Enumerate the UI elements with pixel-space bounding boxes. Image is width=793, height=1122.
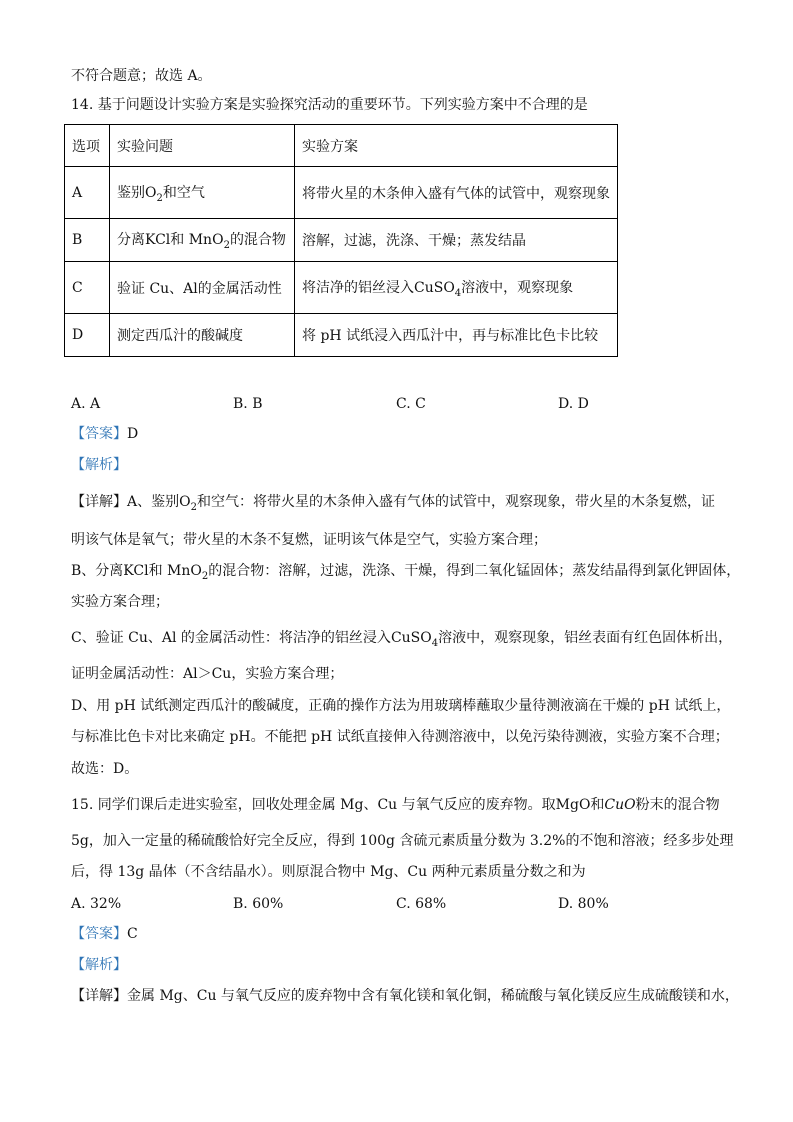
question-text: 分离 (117, 232, 145, 249)
q14-detail-line: D、用 pH 试纸测定西瓜汁的酸碱度，正确的操作方法为用玻璃棒蘸取少量待测液滴在干燥的 pH 试纸上， (71, 698, 731, 714)
header-option: 选项 (65, 125, 110, 167)
text: A、鉴别 (127, 494, 180, 510)
plan-text: 将洁净的铝丝浸入 (302, 279, 414, 296)
q14-detail-line: 证明金属活动性：Al＞Cu，实验方案合理； (71, 666, 344, 682)
row-option: A (65, 167, 110, 219)
experiment-table (64, 124, 618, 357)
text: 15. 同学们课后走进实验室，回收处理金属 Mg、Cu 与氧气反应的废弃物。取 (71, 797, 556, 813)
formula: CuO (604, 797, 636, 813)
q14-detail-line: 与标准比色卡对比来确定 pH。不能把 pH 试纸直接伸入待测溶液中，以免污染待测液，实验方案不合理； (71, 729, 729, 745)
text: 的混合物：溶解，过滤，洗涤、干燥，得到二氧化锰固体；蒸发结晶得到氯化钾固体， (208, 563, 741, 579)
formula-subscript: 2 (156, 192, 163, 204)
q14-detail-line (71, 628, 732, 654)
row-question (110, 219, 295, 262)
table-row (65, 314, 618, 357)
formula: CuSO (414, 279, 455, 296)
answer-value: C (127, 926, 138, 942)
formula-subscript: 2 (201, 570, 209, 582)
q14-answer (71, 424, 138, 444)
text: 和 (590, 797, 605, 813)
row-plan: 将 pH 试纸浸入西瓜汁中，再与标准比色卡比较 (295, 314, 618, 357)
question-15-stem: 后，得 13g 晶体（不含结晶水）。则原混合物中 Mg、Cu 两种元素质量分数之和为 (71, 864, 586, 880)
choice-a: A. A (71, 396, 101, 412)
text: 和 MnO (148, 563, 202, 579)
choice-c: C. C (396, 396, 426, 412)
plan-text: 溶液中，观察现象 (461, 279, 574, 296)
text: 和空气：将带火星的木条伸入盛有气体的试管中，观察现象，带火星的木条复燃，证 (196, 494, 715, 510)
row-option: D (65, 314, 110, 357)
q14-detail-line: 实验方案合理； (71, 594, 169, 610)
formula-subscript: 4 (431, 637, 439, 649)
q14-detail-line (71, 561, 740, 587)
q15-answer (71, 924, 138, 944)
detail-label: 【详解】 (71, 494, 127, 510)
text: C、验证 Cu、Al 的金属活动性：将洁净的铝丝浸入 (71, 630, 391, 646)
question-text: 鉴别 (117, 184, 145, 201)
formula: KCl (123, 563, 149, 579)
formula: O (145, 184, 157, 201)
choice-b: B. 60% (233, 896, 284, 912)
header-question: 实验问题 (110, 125, 295, 167)
table-row (65, 167, 618, 219)
formula-subscript: 2 (190, 501, 197, 513)
answer-value: D (127, 426, 139, 442)
text: B、分离 (71, 563, 124, 579)
formula: CuSO (390, 630, 432, 646)
answer-label: 【答案】 (71, 926, 127, 942)
formula: MgO (555, 797, 591, 813)
row-option: C (65, 262, 110, 314)
row-option: B (65, 219, 110, 262)
row-plan: 溶解，过滤，洗涤、干燥；蒸发结晶 (295, 219, 618, 262)
table-row (65, 219, 618, 262)
row-question: 验证 Cu、Al的金属活动性 (110, 262, 295, 314)
question-15-stem: 5g，加入一定量的稀硫酸恰好完全反应，得到 100g 含硫元素质量分数为 3.2%的不饱和溶液；经多步处理 (71, 833, 734, 849)
q15-detail-line (71, 986, 739, 1006)
formula: O (179, 494, 191, 510)
row-plan: 将带火星的木条伸入盛有气体的试管中，观察现象 (295, 167, 618, 219)
choice-d: D. D (558, 396, 589, 412)
question-15-stem (71, 795, 720, 815)
question-text: 的混合物 (229, 232, 286, 249)
choice-d: D. 80% (558, 896, 609, 912)
q14-detail-line: 明该气体是氧气；带火星的木条不复燃，证明该气体是空气，实验方案合理； (71, 532, 547, 548)
text: 金属 Mg、Cu 与氧气反应的废弃物中含有氧化镁和氧化铜，稀硫酸与氧化镁反应生成硫酸镁和水， (127, 988, 739, 1004)
row-question: 测定西瓜汁的酸碱度 (110, 314, 295, 357)
text: 粉末的混合物 (635, 797, 720, 813)
choice-c: C. 68% (396, 896, 447, 912)
header-plan: 实验方案 (295, 125, 618, 167)
row-plan (295, 262, 618, 314)
q14-detail-line (71, 492, 715, 518)
question-14-stem: 14. 基于问题设计实验方案是实验探究活动的重要环节。下列实验方案中不合理的是 (71, 97, 588, 113)
formula: KCl和 MnO (145, 232, 224, 249)
q15-analysis-label: 【解析】 (71, 957, 127, 973)
table-header-row (65, 125, 618, 167)
detail-label: 【详解】 (71, 988, 127, 1004)
q14-analysis-label: 【解析】 (71, 457, 127, 473)
choice-a: A. 32% (71, 896, 122, 912)
q14-detail-line: 故选：D。 (71, 761, 139, 777)
formula-subscript: 2 (223, 239, 230, 251)
row-question (110, 167, 295, 219)
formula-subscript: 4 (454, 287, 462, 299)
previous-question-tail: 不符合题意；故选 A。 (71, 68, 212, 84)
question-text: 和空气 (162, 184, 205, 201)
text: 溶液中，观察现象，铝丝表面有红色固体析出， (438, 630, 733, 646)
choice-b: B. B (233, 396, 263, 412)
table-row (65, 262, 618, 314)
answer-label: 【答案】 (71, 426, 127, 442)
